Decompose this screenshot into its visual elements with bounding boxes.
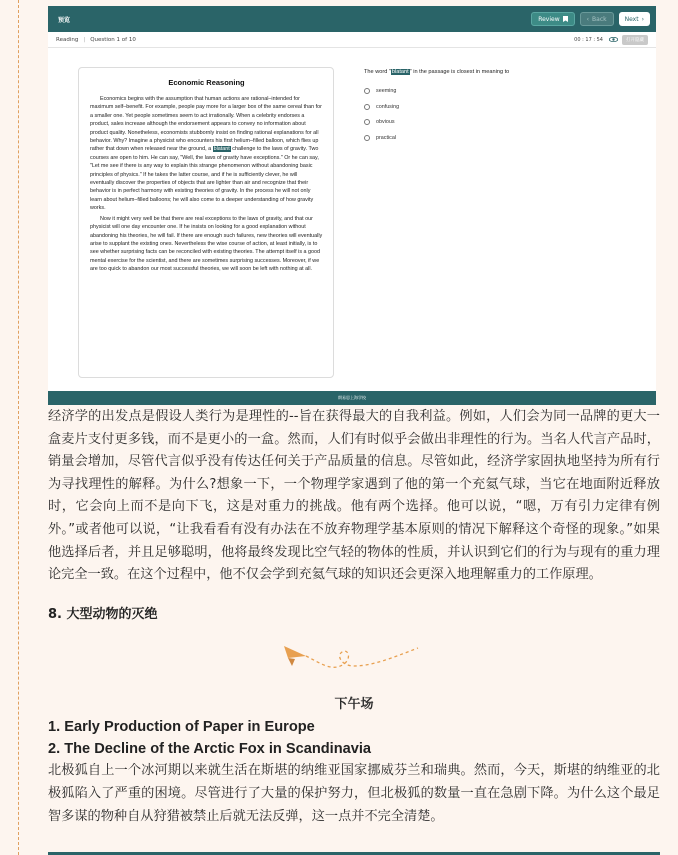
- divider: |: [83, 36, 86, 43]
- answer-option[interactable]: seeming: [364, 88, 644, 94]
- question-panel: [364, 69, 644, 150]
- radio-icon[interactable]: [364, 88, 370, 94]
- passage-title: Economic Reasoning: [168, 78, 245, 87]
- screenshot-footer: 朗易思上海学校: [48, 391, 656, 405]
- question-counter: Question 1 of 10: [90, 36, 136, 43]
- test-topbar: [48, 6, 656, 32]
- article-body: [48, 406, 660, 828]
- paper-plane-divider-icon: [282, 644, 422, 684]
- review-button[interactable]: [531, 12, 574, 26]
- hide-time-button[interactable]: 打开隐藏: [622, 35, 648, 45]
- back-button[interactable]: [580, 12, 614, 26]
- test-subbar: [48, 32, 656, 48]
- article-paragraph-2: 北极狐自上一个冰河期以来就生活在斯堪的纳维亚国家挪威芬兰和瑞典。然而，今天，斯堪的纳维亚的北极狐陷入了严重的困境。尽管进行了大量的保护努力，但北极狐的数量一直在急剧下降。为什么这个最足智多谋的物种自从狩猎被禁止后就无法反弹，这一点并不完全清楚。: [48, 763, 660, 824]
- review-label: Review: [538, 15, 560, 23]
- chevron-right-icon: ›: [641, 15, 644, 23]
- section-heading-8: 8. 大型动物的灭绝: [48, 606, 158, 622]
- question-word: blatant: [391, 69, 409, 75]
- next-label: Next: [624, 15, 639, 23]
- embedded-test-screenshot: [48, 6, 656, 405]
- article-paragraph-1: 经济学的出发点是假设人类行为是理性的--旨在获得最大的自我利益。例如，人们会为同一品牌的更大一盒麦片支付更多钱，而不是更小的一盒。然而，人们有时似乎会做出非理性的行为。当名人代言产品时，销量会增加，尽管代言似乎没有传达任何关于产品质量的信息。尽管如此，经济学家固执地坚持为所有行为寻找理性的解释。为什么?想象一下，一个物理学家遇到了他的第一个充氦气球，当它在地面附近释放时，它会向上而不是向下飞，这是对重力的挑战。他有两个选择。他可以说，“嗯，万有引力定律有例外。”或者他可以说，“让我看看有没有办法在不放弃物理学基本原则的情况下解释这个奇怪的现象。”如果他选择后者，并且足够聪明，他将最终发现比空气轻的物体的性质，并认识到它们的行为与现有的重力理论完全一致。在这个过程中，他不仅会学到充氦气球的知识还会更深入地理解重力的工作原理。: [48, 409, 660, 583]
- english-title-2: 2. The Decline of the Arctic Fox in Scandinavia: [48, 741, 372, 758]
- answer-option[interactable]: obvious: [364, 119, 644, 125]
- back-label: Back: [592, 15, 607, 23]
- radio-icon[interactable]: [364, 119, 370, 125]
- radio-icon[interactable]: [364, 135, 370, 141]
- bookmark-icon: [563, 16, 568, 22]
- answer-option[interactable]: practical: [364, 135, 644, 141]
- section-label: Reading: [56, 36, 79, 43]
- timer: 00 : 17 : 54: [574, 36, 603, 43]
- chevron-left-icon: ‹: [586, 15, 590, 23]
- eye-icon[interactable]: [609, 37, 618, 42]
- question-text: The word "blatant" in the passage is closest in meaning to: [364, 69, 510, 75]
- section-title: 下午场: [334, 697, 374, 713]
- decorative-divider: [48, 626, 660, 694]
- preview-title: 预览: [58, 16, 71, 24]
- passage-paragraph-1: Economics begins with the assumption that human actions are rational–intended for maximum self–benefit. For example, people pay more for a larger box of the same cereal than for a smaller one. Yet people sometimes seem to act irrationally. When a celebrity endorses a product, sales increase although the endorsement appears to convey no information about product quality. Nonetheless, economists stubbornly insist on finding rational explanations for all behavior. Why? Imagine a physicist who encounters his first helium–filled balloon, which flies up rather that down when released near the ground, a blatant challenge to the laws of gravity. Two courses are open to him. He can say, "Well, the laws of gravity have exceptions." Or he can say, "Let me see if there is any way to explain this strange phenomenon without abandoning basic principles of physics." If he takes the latter course, and if he is sufficiently clever, he will eventually discover the properties of objects that are lighter than air and recognize that their behavior is in perfect harmony with existing theories of gravity. In the process he will not only learn about helium–filled balloons; he will also come to a deeper understanding of how gravity works.: [90, 96, 322, 212]
- passage-paragraph-2: Now it might very well be that there are real exceptions to the laws of gravity, and that our physicist will one day encounter one. If he insists on looking for a good explanation without abandoning his theories, he will fail. If there are enough such failures, new theories will eventually arise to supplant the existing ones. Nevertheless the wise course of action, at least initially, is to see whether surprising facts can be reconciled with existing theories. The attempt itself is a good mental exercise for the scientist, and there are sometimes surprising successes. Moreover, if we are too quick to abandon our most successful theories, we will soon be left with nothing at all.: [90, 215, 323, 273]
- radio-icon[interactable]: [364, 104, 370, 110]
- highlighted-word[interactable]: blatant: [213, 146, 230, 153]
- answer-option[interactable]: confusing: [364, 104, 644, 110]
- next-button[interactable]: [619, 12, 650, 26]
- english-title-1: 1. Early Production of Paper in Europe: [48, 719, 315, 736]
- left-dashed-border: [18, 0, 19, 855]
- passage-card: [78, 67, 334, 378]
